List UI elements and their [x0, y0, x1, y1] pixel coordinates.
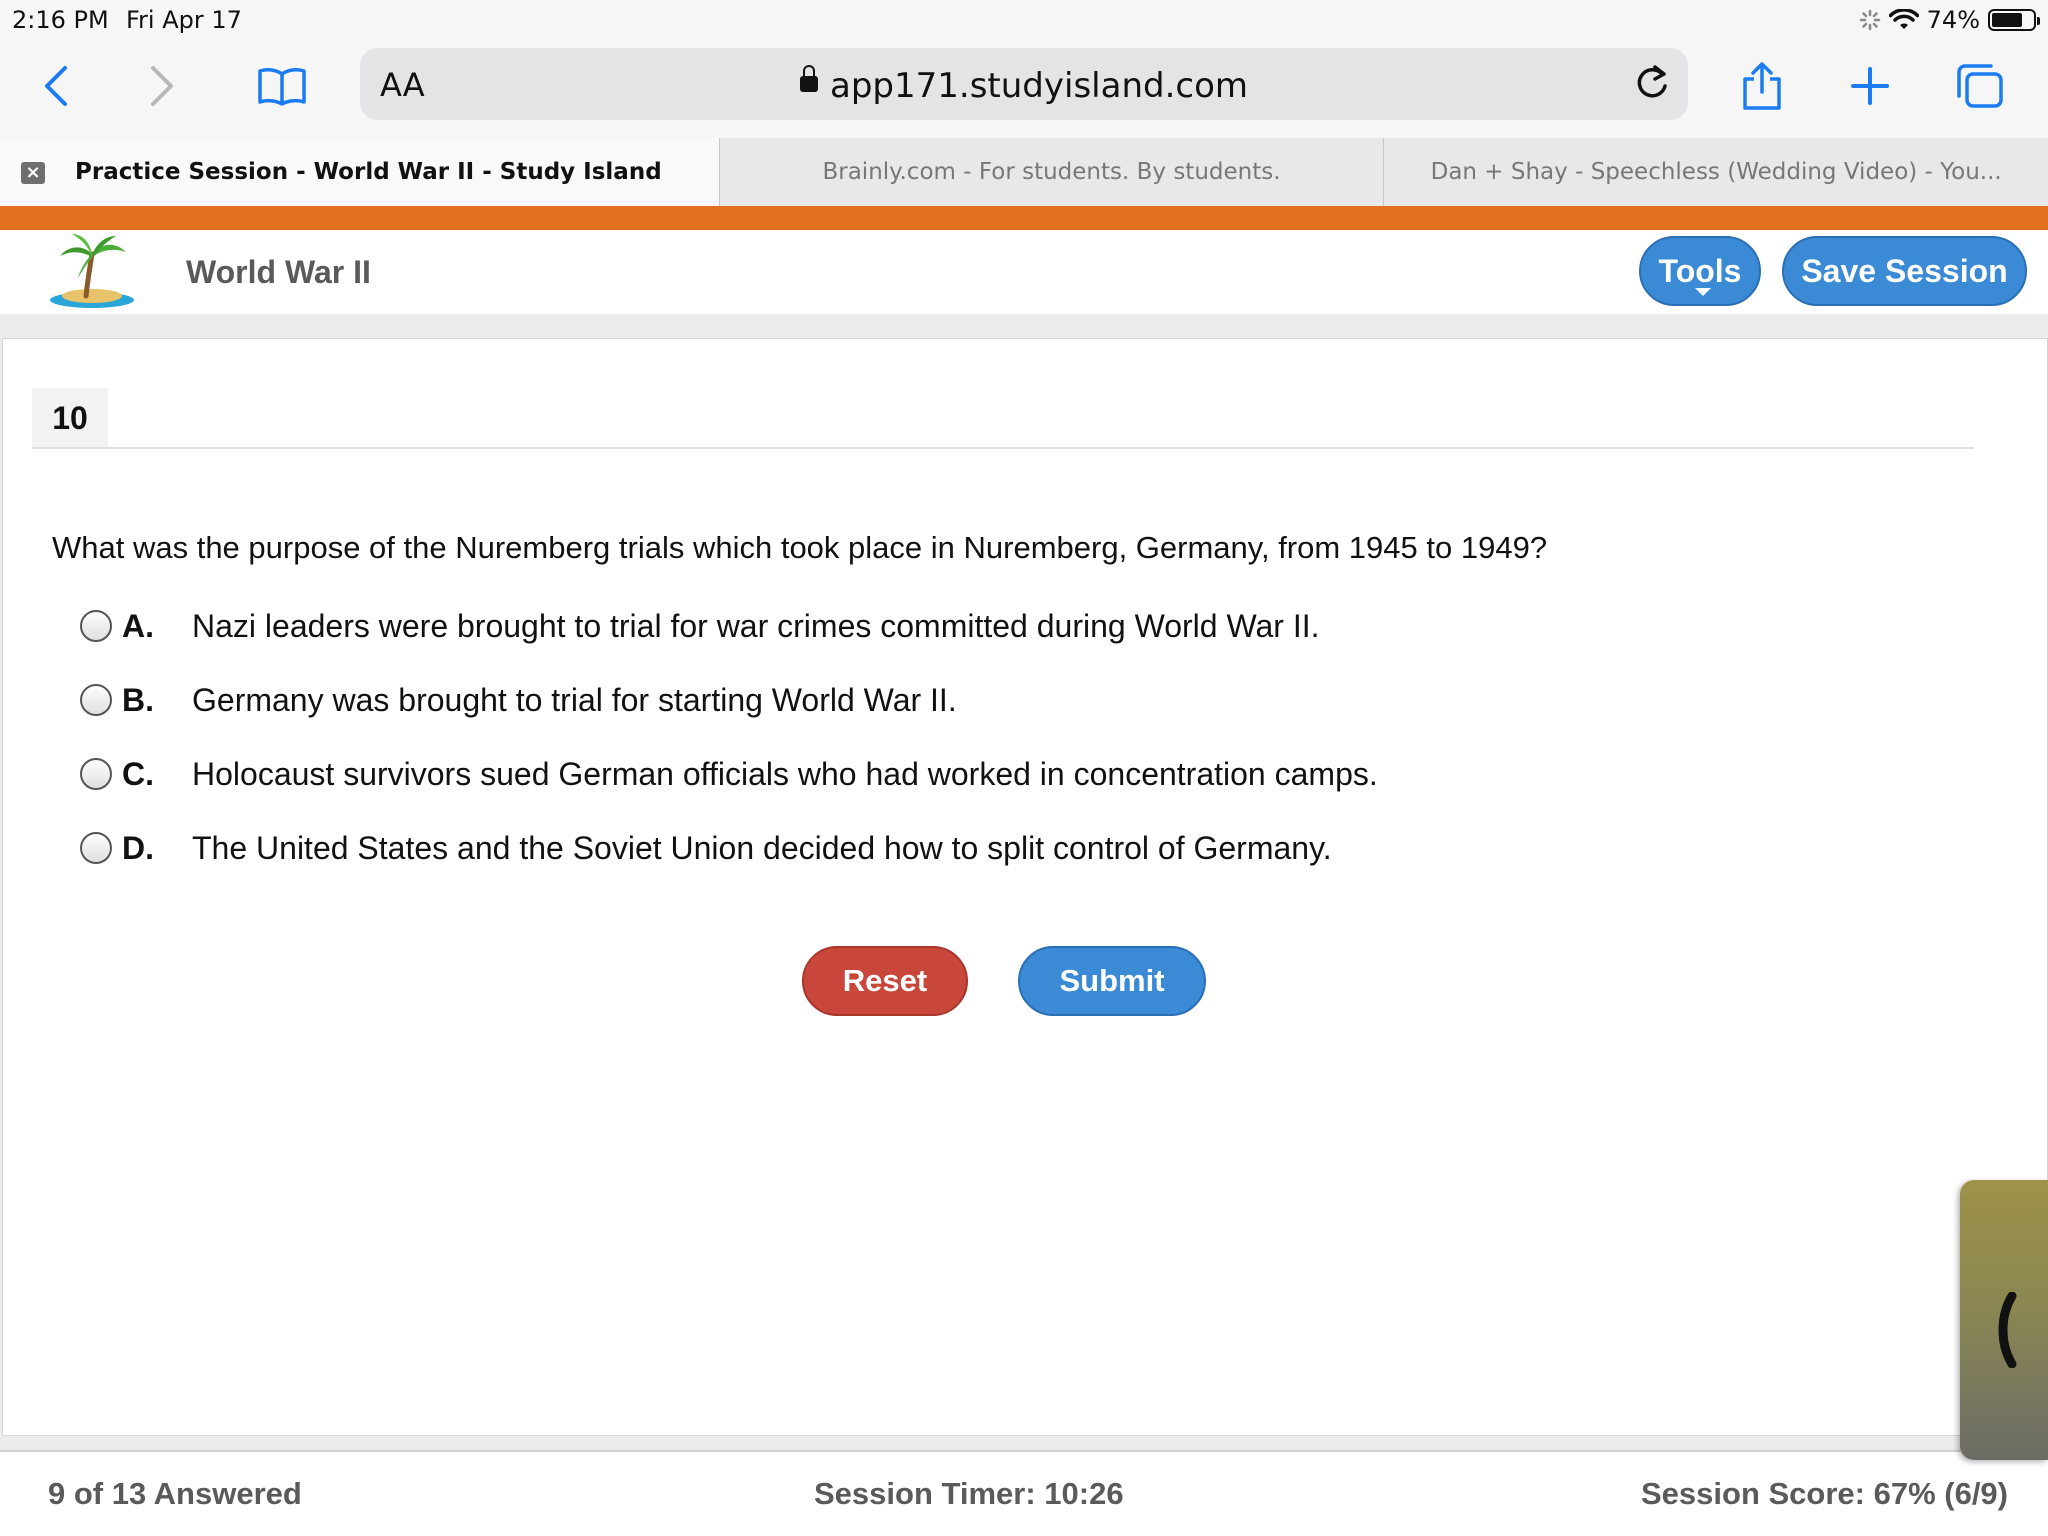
bookmarks-icon[interactable] — [252, 56, 312, 116]
activity-icon — [1859, 9, 1881, 31]
submit-button[interactable]: Submit — [1018, 946, 1206, 1016]
status-time: 2:16 PM — [12, 6, 109, 34]
tab-practice-session[interactable] — [0, 138, 720, 206]
choice-text: Nazi leaders were brought to trial for war crimes committed during World War II. — [192, 607, 1320, 644]
tools-button[interactable] — [1639, 236, 1761, 306]
save-session-button[interactable]: Save Session — [1782, 236, 2027, 306]
session-footer — [0, 1450, 2048, 1536]
tab-title: Brainly.com - For students. By students. — [822, 159, 1281, 185]
answered-count: 9 of 13 Answered — [48, 1476, 302, 1511]
status-date: Fri Apr 17 — [126, 6, 242, 34]
address-bar[interactable] — [360, 48, 1688, 120]
side-drawer-tab[interactable] — [1960, 1180, 2048, 1460]
session-timer: Session Timer: 10:26 — [814, 1476, 1124, 1511]
battery-icon — [1988, 9, 2036, 31]
question-card — [2, 338, 2048, 1436]
radio-button[interactable] — [80, 832, 112, 864]
choice-letter: C. — [122, 755, 154, 792]
browser-toolbar — [0, 40, 2048, 138]
tab-title: Practice Session - World War II - Study Island — [75, 159, 662, 185]
tab-brainly[interactable] — [720, 138, 1385, 206]
lock-icon — [800, 76, 818, 92]
tab-title: Dan + Shay - Speechless (Wedding Video) - You... — [1430, 159, 2002, 185]
choice-letter: A. — [122, 607, 154, 644]
battery-percent: 74% — [1926, 6, 1980, 34]
forward-icon[interactable] — [132, 56, 192, 116]
url-text: app171.studyisland.com — [830, 66, 1248, 106]
answer-choice-a[interactable] — [80, 601, 1319, 651]
share-icon[interactable] — [1732, 56, 1792, 116]
reload-icon[interactable] — [1634, 64, 1670, 107]
choice-letter: D. — [122, 829, 154, 866]
question-text: What was the purpose of the Nuremberg trials which took place in Nuremberg, Germany, from 1945 to 1949? — [52, 530, 1548, 565]
wifi-icon — [1889, 9, 1919, 31]
status-bar — [0, 0, 2048, 40]
divider — [32, 447, 1974, 449]
reset-button[interactable]: Reset — [802, 946, 968, 1016]
page-title: World War II — [186, 254, 371, 290]
radio-button[interactable] — [80, 758, 112, 790]
chevron-left-icon — [1990, 1292, 2018, 1368]
answer-choice-c[interactable] — [80, 749, 1378, 799]
choice-letter: B. — [122, 681, 154, 718]
tab-bar — [0, 138, 2048, 206]
tabs-overview-icon[interactable] — [1950, 56, 2010, 116]
radio-button[interactable] — [80, 684, 112, 716]
choice-text: The United States and the Soviet Union decided how to split control of Germany. — [192, 829, 1332, 866]
answer-choice-d[interactable] — [80, 823, 1332, 873]
app-header — [0, 230, 2048, 314]
back-icon[interactable] — [26, 56, 86, 116]
choice-text: Germany was brought to trial for starting World War II. — [192, 681, 957, 718]
study-island-logo[interactable] — [46, 230, 140, 310]
radio-button[interactable] — [80, 610, 112, 642]
tools-button-label: Tools — [1658, 252, 1742, 289]
question-number: 10 — [32, 388, 108, 448]
close-tab-icon[interactable]: × — [21, 162, 45, 184]
brand-stripe — [0, 206, 2048, 230]
text-size-button[interactable]: AA — [380, 66, 425, 104]
answer-choice-b[interactable] — [80, 675, 957, 725]
caret-down-icon — [1695, 288, 1711, 296]
tab-youtube[interactable] — [1384, 138, 2048, 206]
session-score: Session Score: 67% (6/9) — [1641, 1476, 2008, 1511]
choice-text: Holocaust survivors sued German officials who had worked in concentration camps. — [192, 755, 1378, 792]
new-tab-icon[interactable] — [1840, 56, 1900, 116]
